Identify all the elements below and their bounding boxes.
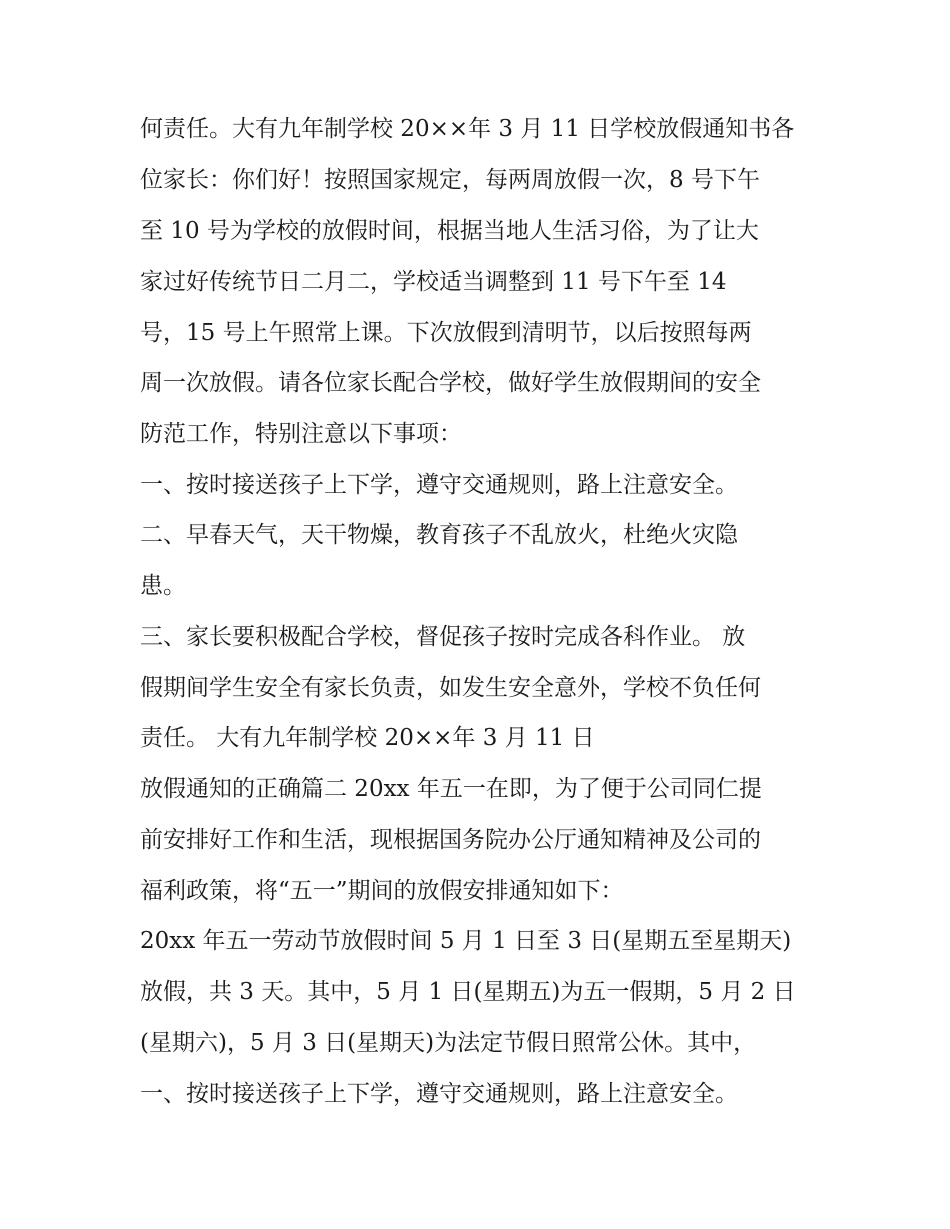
text-line: 放假，共 3 天。其中，5 月 1 日(星期五)为五一假期，5 月 2 日 <box>140 979 796 1005</box>
text-line: 家过好传统节日二月二，学校适当调整到 11 号下午至 14 <box>140 269 727 295</box>
text-line: 至 10 号为学校的放假时间，根据当地人生活习俗，为了让大 <box>140 218 759 244</box>
text-line: 假期间学生安全有家长负责，如发生安全意外，学校不负任何 <box>140 675 761 701</box>
text-line: 前安排好工作和生活，现根据国务院办公厅通知精神及公司的 <box>140 827 761 853</box>
text-line: 放假通知的正确篇二 20xx 年五一在即，为了便于公司同仁提 <box>140 776 762 802</box>
text-line: 位家长：你们好！按照国家规定，每两周放假一次，8 号下午 <box>140 167 760 193</box>
text-line: 患。 <box>140 573 186 599</box>
text-line: 号，15 号上午照常上课。下次放假到清明节，以后按照每两 <box>140 320 752 346</box>
text-line: (星期六)，5 月 3 日(星期天)为法定节假日照常公休。其中， <box>140 1030 757 1056</box>
text-line: 责任。 大有九年制学校 20××年 3 月 11 日 <box>140 725 595 751</box>
text-line: 周一次放假。请各位家长配合学校，做好学生放假期间的安全 <box>140 370 761 396</box>
list-item-1: 一、按时接送孩子上下学，遵守交通规则，路上注意安全。 <box>140 472 738 498</box>
list-item-2: 二、早春天气，天干物燥，教育孩子不乱放火，杜绝火灾隐 <box>140 522 738 548</box>
text-line: 防范工作，特别注意以下事项： <box>140 421 462 447</box>
text-line: 何责任。大有九年制学校 20××年 3 月 11 日学校放假通知书各 <box>140 116 795 142</box>
text-line: 20xx 年五一劳动节放假时间 5 月 1 日至 3 日(星期五至星期天) <box>140 928 792 954</box>
list-item-3: 三、家长要积极配合学校，督促孩子按时完成各科作业。 放 <box>140 624 746 650</box>
text-line: 福利政策，将“五一”期间的放假安排通知如下： <box>140 878 624 904</box>
list-item-1: 一、按时接送孩子上下学，遵守交通规则，路上注意安全。 <box>140 1081 738 1107</box>
